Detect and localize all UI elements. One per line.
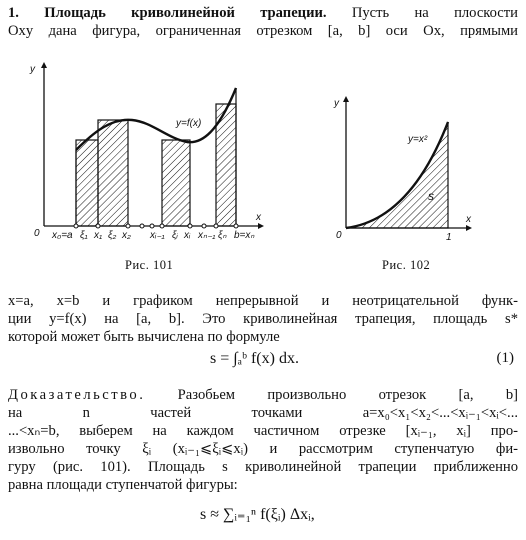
paragraph-2-line-5: гуру (рис. 101). Площадь s криволинейной трапеции приближенно — [8, 459, 518, 475]
paragraph-1-line-1: x=a, x=b и графиком непрерывной и неотрицательной функ- — [8, 293, 518, 309]
origin-label: 0 — [336, 230, 342, 241]
tick-label: b=xₙ — [234, 230, 255, 241]
y-axis-label: y — [334, 98, 339, 109]
tick-label: x₂ — [122, 230, 131, 241]
paragraph-2-line-6: равна площади ступенчатой фигуры: — [8, 477, 238, 493]
tick-label: ξₙ — [218, 230, 227, 241]
figure-101 — [22, 58, 272, 248]
step-figure — [76, 104, 236, 226]
y-axis-label: y — [30, 64, 35, 75]
heading-line-1 — [8, 4, 518, 22]
section-number: 1. — [8, 5, 19, 21]
formula-1-number: (1) — [496, 350, 514, 366]
tick-label: xₙ₋₁ — [198, 230, 216, 241]
tick-label: ξ₂ — [108, 230, 117, 241]
heading-line-2: Oxy дана фигура, ограниченная отрезком [a, b] оси Ox, прямыми — [8, 23, 518, 39]
formula-1: s = ∫ₐᵇ f(x) dx. — [210, 350, 299, 367]
area-label: s — [428, 189, 434, 203]
figure-101-caption: Рис. 101 — [125, 258, 174, 272]
x-tick-labels — [51, 230, 255, 241]
paragraph-1-line-3: которой может быть вычислена по формуле — [8, 329, 280, 345]
paragraph-2-line-4: извольно точку ξᵢ (xᵢ₋₁⩽ξᵢ⩽xᵢ) и рассмотрим ступенчатую фи- — [8, 441, 518, 457]
heading-rest: Пусть на плоскости — [351, 5, 518, 21]
x-axis-label: x — [256, 212, 261, 223]
curve-label: y=x² — [408, 134, 428, 145]
area-region — [346, 122, 448, 228]
section-title: Площадь криволинейной трапеции. — [44, 5, 327, 21]
origin-label: 0 — [34, 228, 40, 239]
paragraph-2-line-3: ...<xₙ=b, выберем на каждом частичном отрезке [xᵢ₋₁, xᵢ] про- — [8, 423, 518, 439]
formula-2: s ≈ ∑ᵢ₌₁ⁿ f(ξᵢ) Δxᵢ, — [200, 506, 315, 523]
paragraph-1-line-2: ции y=f(x) на [a, b]. Это криволинейная трапеция, площадь s* — [8, 311, 518, 327]
paragraph-2-line-1 — [8, 386, 518, 404]
paragraph-2-line-2: на n частей точками a=x₀<x₁<x₂<...<xᵢ₋₁<xᵢ<... — [8, 405, 518, 421]
tick-label: xᵢ — [184, 230, 191, 241]
x-axis-label: x — [466, 214, 471, 225]
tick-label: ξᵢ — [172, 230, 178, 241]
tick-one-label: 1 — [446, 232, 452, 243]
tick-label: x₁ — [94, 230, 103, 241]
tick-label: ξ₁ — [80, 230, 88, 241]
paragraph-2-line-1-rest: Разобьем произвольно отрезок [a, b] — [177, 387, 518, 403]
curve-label: y=f(x) — [176, 118, 202, 129]
figure-102-caption: Рис. 102 — [382, 258, 431, 272]
tick-label: xᵢ₋₁ — [150, 230, 165, 241]
proof-word: Доказательство. — [8, 387, 146, 403]
figure-102 — [330, 90, 480, 248]
tick-label: x₀=a — [52, 230, 73, 241]
